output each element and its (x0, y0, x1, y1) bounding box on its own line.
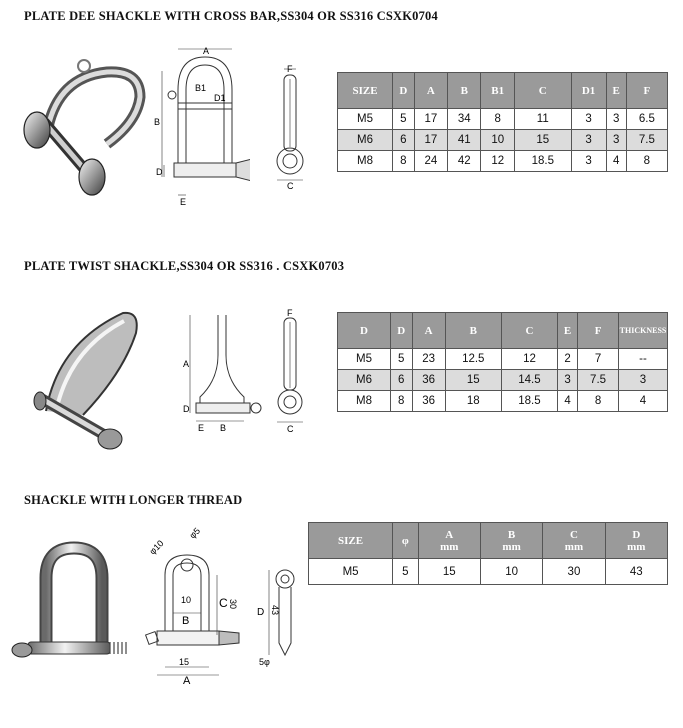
column-header: E (606, 73, 626, 109)
column-header: B (445, 313, 501, 349)
column-header: B1 (481, 73, 515, 109)
table-cell: 3 (571, 109, 606, 130)
table-cell: 6 (393, 130, 415, 151)
table-cell: 36 (412, 391, 445, 412)
table-row (338, 130, 668, 151)
dee-shackle-spec-table (337, 72, 668, 172)
table-cell: 11 (514, 109, 571, 130)
column-header (480, 523, 542, 559)
dee-shackle-photo (12, 52, 152, 202)
table-cell: 43 (605, 559, 667, 585)
dim-label-ten: 10 (181, 595, 192, 605)
twist-shackle-spec-table (337, 312, 668, 412)
table-cell: 3 (558, 370, 578, 391)
dim-label-five: 5φ (259, 657, 270, 667)
section-title-dee-shackle: PLATE DEE SHACKLE WITH CROSS BAR,SS304 OR SS316 CSXK0704 (24, 9, 438, 23)
table-row (338, 391, 668, 412)
table-cell: 8 (393, 151, 415, 172)
column-header (605, 523, 667, 559)
column-header-label: D (632, 528, 641, 541)
column-header: D1 (571, 73, 606, 109)
table-cell: 12.5 (445, 349, 501, 370)
table-cell: 18 (445, 391, 501, 412)
table-cell: 4 (558, 391, 578, 412)
dim-label-d1: D1 (214, 93, 226, 103)
table-cell: 3 (606, 109, 626, 130)
dim-label-b1: B1 (195, 83, 207, 93)
table-cell: 18.5 (501, 391, 557, 412)
twist-shackle-side-drawing (270, 308, 310, 436)
table-cell: 8 (578, 391, 619, 412)
table-row (338, 349, 668, 370)
dim-label-b: B (220, 423, 227, 433)
dim-label-f: F (287, 65, 293, 74)
table-cell: 15 (418, 559, 480, 585)
column-header (309, 523, 393, 559)
table-cell: 15 (445, 370, 501, 391)
table-cell: 2 (558, 349, 578, 370)
table-cell: 17 (414, 109, 447, 130)
table-cell: -- (619, 349, 668, 370)
table-cell: 10 (481, 130, 515, 151)
dim-label-fortythree: 43 (270, 605, 280, 616)
table-cell: 23 (412, 349, 445, 370)
twist-shackle-front-drawing (180, 305, 275, 435)
table-cell: M6 (338, 370, 391, 391)
dim-label-f: F (287, 308, 293, 318)
dee-shackle-front-drawing (150, 45, 250, 210)
table-cell: 7 (578, 349, 619, 370)
column-header: D (338, 313, 391, 349)
twist-shackle-photo (28, 303, 148, 458)
table-cell: 7.5 (626, 130, 667, 151)
column-header: THICKNESS (619, 313, 668, 349)
table-row (309, 559, 668, 585)
table-cell: 3 (571, 151, 606, 172)
table-cell: 4 (619, 391, 668, 412)
dim-label-phi10: φ10 (147, 538, 166, 557)
dim-label-a: A (183, 675, 191, 685)
table-cell: 24 (414, 151, 447, 172)
table-row (338, 151, 668, 172)
column-header: D (393, 73, 415, 109)
section-title-twist-shackle: PLATE TWIST SHACKLE,SS304 OR SS316 . CSXK0703 (24, 259, 345, 273)
dim-label-d: D (257, 607, 265, 618)
dim-label-c: C (287, 424, 294, 434)
column-header: C (514, 73, 571, 109)
table-cell: M5 (338, 349, 391, 370)
table-cell: 5 (391, 349, 413, 370)
column-header (543, 523, 605, 559)
table-cell: 36 (412, 370, 445, 391)
section-title-longer-thread-shackle: SHACKLE WITH LONGER THREAD (24, 493, 243, 507)
table-cell: 18.5 (514, 151, 571, 172)
column-header-label: A (445, 528, 454, 541)
dim-label-e: E (198, 423, 205, 433)
table-cell: M6 (338, 130, 393, 151)
dim-label-d: D (156, 167, 163, 177)
column-header-unit: mm (502, 540, 521, 553)
table-cell: 41 (448, 130, 481, 151)
table-header-row (309, 523, 668, 559)
longer-thread-shackle-photo (8, 538, 133, 673)
table-cell: 10 (480, 559, 542, 585)
dim-label-a: A (203, 46, 210, 56)
longer-thread-shackle-front-drawing (135, 525, 245, 685)
column-header: A (414, 73, 447, 109)
table-cell: M5 (309, 559, 393, 585)
table-row (338, 370, 668, 391)
table-cell: 8 (626, 151, 667, 172)
table-cell: M8 (338, 391, 391, 412)
longer-thread-shackle-spec-table (308, 522, 668, 585)
dim-label-c: C (287, 181, 294, 191)
dim-label-d: D (183, 404, 190, 414)
dim-label-a: A (183, 359, 190, 369)
column-header-unit: mm (627, 540, 646, 553)
dim-label-e: E (180, 197, 187, 207)
table-cell: 15 (514, 130, 571, 151)
table-cell: M5 (338, 109, 393, 130)
column-header-label: B (507, 528, 516, 541)
table-cell: 34 (448, 109, 481, 130)
table-header-row (338, 73, 668, 109)
table-cell: 7.5 (578, 370, 619, 391)
column-header-unit: mm (440, 540, 459, 553)
table-cell: 6.5 (626, 109, 667, 130)
table-cell: 17 (414, 130, 447, 151)
column-header: E (558, 313, 578, 349)
column-header: A (412, 313, 445, 349)
table-cell: 8 (481, 109, 515, 130)
table-cell: 42 (448, 151, 481, 172)
column-header-label: SIZE (338, 534, 364, 547)
column-header (418, 523, 480, 559)
dim-label-phi5: φ5 (187, 525, 203, 541)
table-header-row (338, 313, 668, 349)
column-header (393, 523, 418, 559)
table-cell: 14.5 (501, 370, 557, 391)
column-header: F (626, 73, 667, 109)
table-cell: 5 (393, 109, 415, 130)
dim-label-thirty: 30 (228, 599, 238, 610)
column-header: B (448, 73, 481, 109)
column-header: SIZE (338, 73, 393, 109)
dim-label-b: B (154, 117, 161, 127)
table-cell: 3 (606, 130, 626, 151)
dim-label-b: B (182, 615, 190, 627)
table-cell: 3 (619, 370, 668, 391)
dim-label-fifteen: 15 (179, 657, 190, 667)
column-header-label: φ (401, 534, 409, 547)
table-row (338, 109, 668, 130)
column-header: C (501, 313, 557, 349)
table-cell: 3 (571, 130, 606, 151)
longer-thread-shackle-side-drawing (255, 565, 300, 675)
table-cell: M8 (338, 151, 393, 172)
column-header-unit: mm (564, 540, 584, 553)
table-cell: 5 (393, 559, 418, 585)
column-header: F (578, 313, 619, 349)
table-cell: 30 (543, 559, 605, 585)
table-cell: 12 (501, 349, 557, 370)
column-header-label: C (569, 528, 578, 541)
dee-shackle-side-drawing (270, 65, 310, 195)
table-cell: 4 (606, 151, 626, 172)
column-header: D (391, 313, 413, 349)
table-cell: 6 (391, 370, 413, 391)
dim-label-c: C (219, 596, 228, 610)
table-cell: 12 (481, 151, 515, 172)
table-cell: 8 (391, 391, 413, 412)
